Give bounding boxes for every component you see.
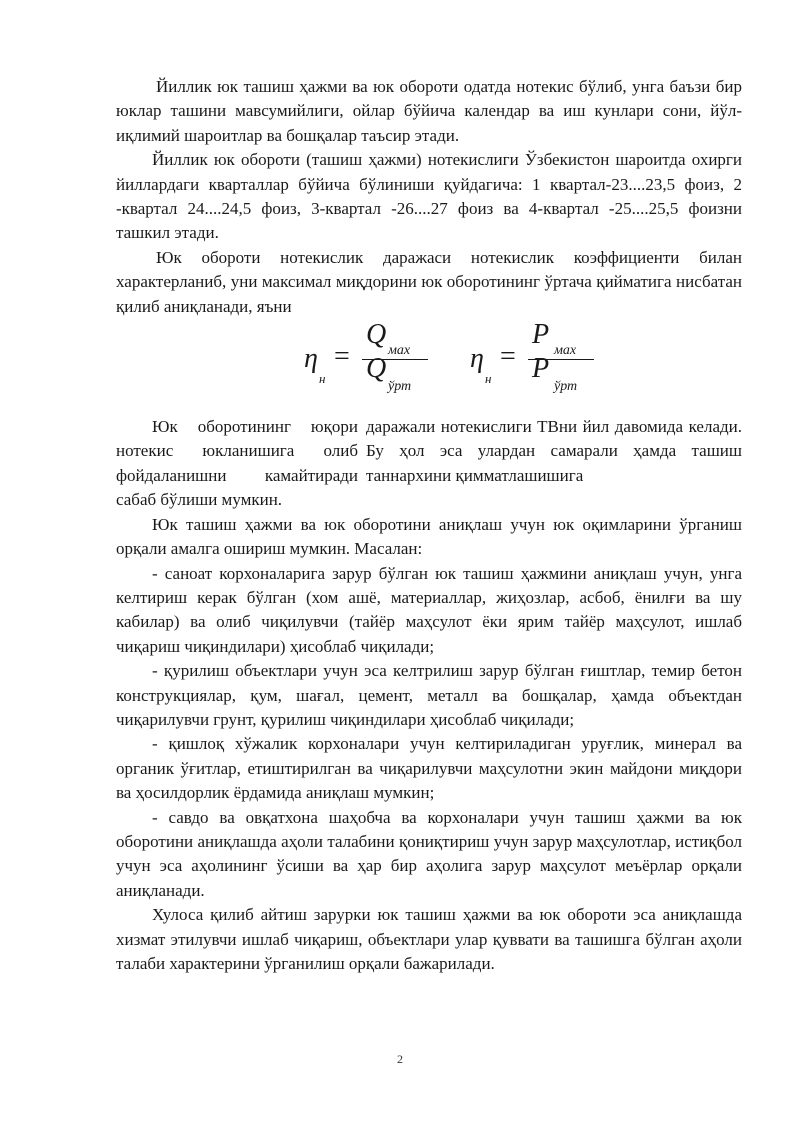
column-right: даражали нотекислиги ТВни йил давомида келади. Бу ҳол эса улардан самарали ҳамда ташиш таннархини қимматлашишига — [366, 417, 742, 485]
formula-equals: = — [334, 341, 350, 373]
formula-denominator: P — [532, 353, 550, 385]
formula-numerator: P — [532, 319, 550, 351]
paragraph-coefficient: Юк обороти нотекислик даражаси нотекислик коэффициенти билан характерланиб, уни максимал миқдорини юк оборотининг ўртача қийматига нисбатан қилиб аниқланади, яъни — [116, 247, 742, 316]
formula-eta: η — [470, 343, 484, 375]
paragraph-flows: Юк ташиш ҳажми ва юк оборотини аниқлаш учун юк оқимларини ўрганиш орқали амалга ошириш мумкин. Масалан: — [116, 514, 742, 559]
document-page — [116, 75, 742, 976]
paragraph-two-column — [116, 415, 742, 513]
column-left: Юк оборотининг юқори нотекис юкланишига олиб фойдаланишни камайтиради сабаб бўлиши мумкин. — [116, 417, 358, 510]
formula-numerator-sub: мах — [388, 343, 411, 359]
formula-denominator: Q — [366, 353, 387, 385]
paragraph-intro: Йиллик юк ташиш ҳажми ва юк обороти одатда нотекис бўлиб, унга баъзи бир юклар ташини мавсумийлиги, ойлар бўйича календар ва иш кунлари сони, йўл-иқлимий шароитлар ва бошқалар таъсир этади. — [116, 77, 742, 145]
formula-eta-sub: н — [485, 371, 492, 387]
formula-numerator-sub: мах — [554, 343, 577, 359]
bullet-trade: - савдо ва овқатхона шаҳобча ва корхоналари учун ташиш ҳажми ва юк оборотини аниқлашда аҳоли талабини қониқтириш учун зарур маҳсулотлар, истиқбол учун эса аҳолининг ўсиши ва ҳар бир аҳолига зарур маҳсулот меъёрлар орқали аниқланади. — [116, 807, 742, 900]
formula-eta: η — [304, 343, 318, 375]
formula-row — [116, 319, 742, 415]
bullet-industry: - саноат корхоналарига зарур бўлган юк ташиш ҳажмини аниқлаш учун, унга келтириш керак бўлган (хом ашё, материаллар, жиҳозлар, асбоб, ёнилғи ва шу кабилар) ва олиб чиқилувчи (тайёр маҳсулот ёки ярим тайёр маҳсулот, ишлаб чиқариш чиқиндилари) ҳисоблаб чиқилади; — [116, 563, 742, 656]
bullet-construction: - қурилиш объектлари учун эса келтрилиш зарур бўлган ғиштлар, темир бетон конструкциялар, қум, шағал, цемент, металл ва бошқалар, ҳамда объектдан чиқарилувчи грунт, қурилиш чиқиндилари ҳисоблаб чиқилади; — [116, 661, 742, 729]
formula-numerator: Q — [366, 319, 387, 351]
paragraph-conclusion: Хулоса қилиб айтиш зарурки юк ташиш ҳажми ва юк обороти эса аниқлашда хизмат этилувчи ишлаб чиқариш, объектлари улар қуввати ва ташишга бўлган аҳоли талаби характерини ўрганилиш орқали бажарилади. — [116, 905, 742, 973]
bullet-agriculture: - қишлоқ хўжалик корхоналари учун келтириладиган уруғлик, минерал ва органик ўғитлар, етиштирилган ва чиқарилувчи маҳсулотни экин майдони миқдори ва ҳосилдорлик ёрдамида аниқлаш мумкин; — [116, 734, 742, 803]
column-gap — [358, 415, 366, 513]
paragraph-quarters: Йиллик юк обороти (ташиш ҳажми) нотекислиги Ўзбекистон шароитда охирги йиллардаги кварталлар бўйича бўлиниши қуйдагича: 1 квартал-23....23,5 фоиз, 2 -квартал 24....24,5 фоиз, 3-квартал -26....27 фоиз ва 4-квартал -25....25,5 фоизни ташкил этади. — [116, 150, 742, 243]
formula-eta-sub: н — [319, 371, 326, 387]
formula-denominator-sub: ўрт — [554, 379, 578, 395]
formula-equals: = — [500, 341, 516, 373]
formula-denominator-sub: ўрт — [388, 379, 412, 395]
page-number: 2 — [397, 1052, 403, 1066]
